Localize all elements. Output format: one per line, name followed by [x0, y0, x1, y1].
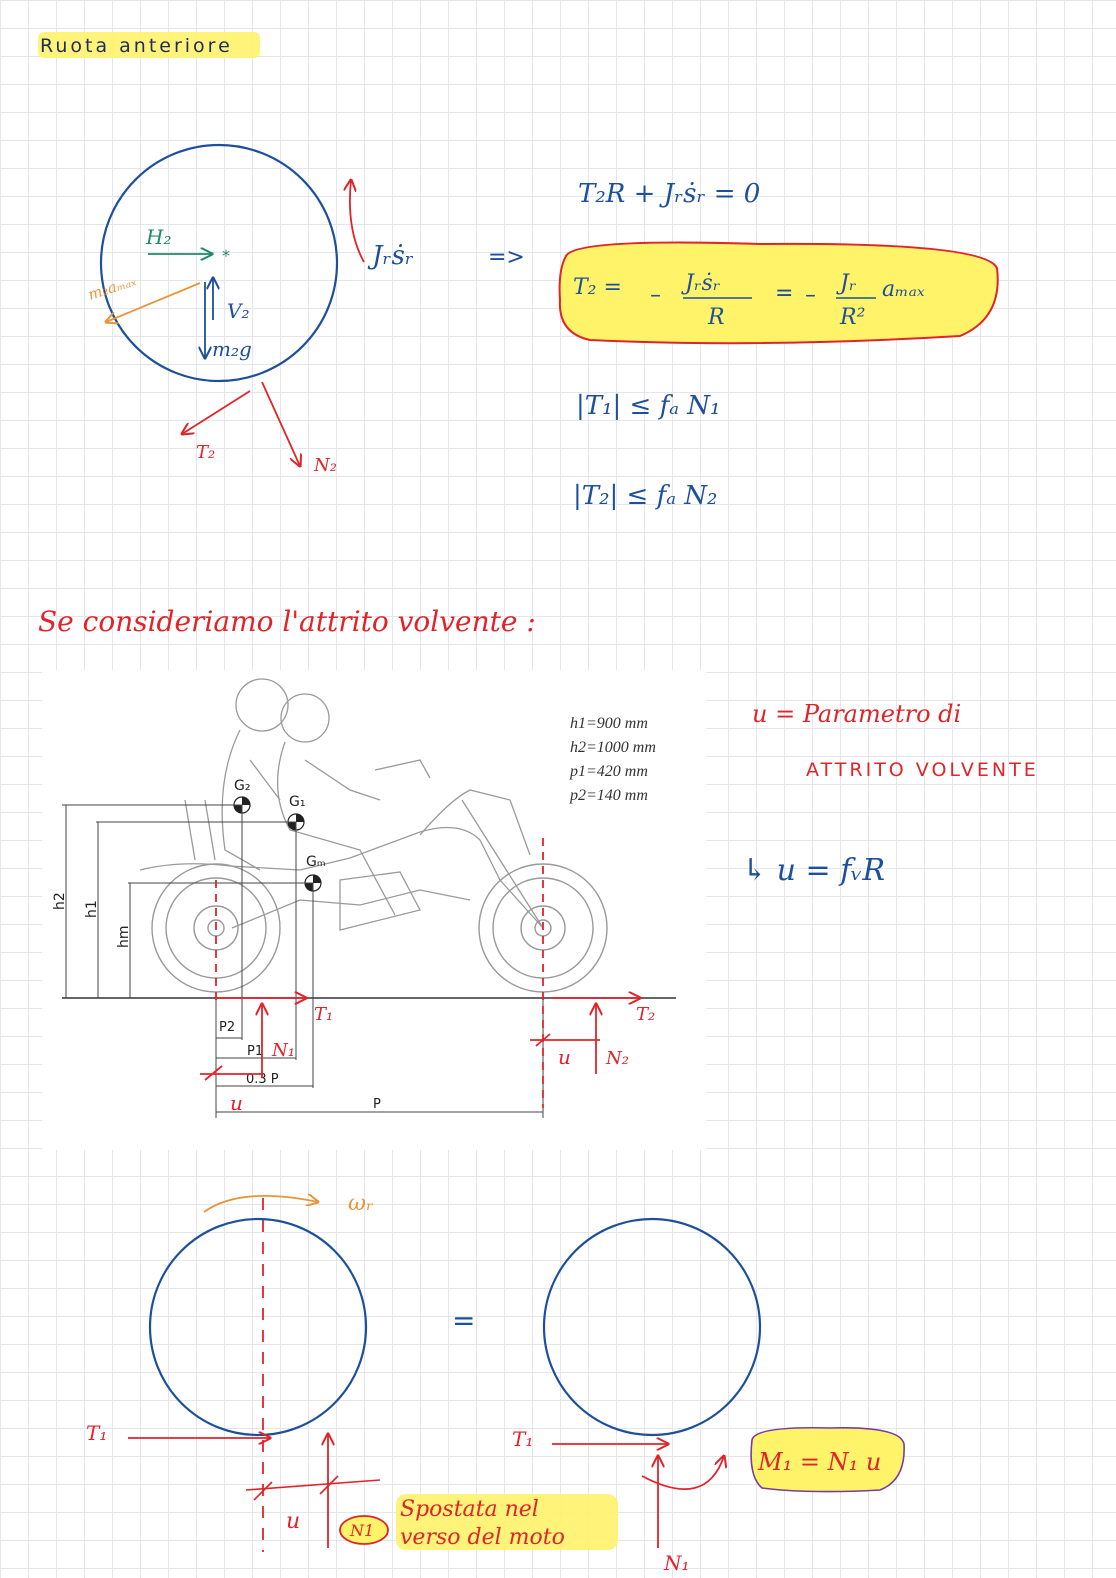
t2-force-label: T₂	[636, 1004, 656, 1025]
n1-badge-label: N1	[350, 1521, 375, 1540]
p1-dim-label: P1	[247, 1044, 264, 1059]
minus-sign-1: –	[650, 283, 661, 308]
parameter-definition: u = Parametro di	[752, 700, 962, 728]
t1-force-label: T₁	[314, 1004, 334, 1025]
t2-arrow	[182, 391, 250, 434]
h2-label: H₂	[146, 225, 172, 249]
p2-dim-label: P2	[219, 1020, 236, 1035]
center-star: *	[222, 246, 230, 265]
u-label: u	[286, 1509, 301, 1534]
omega-label: ωᵣ	[348, 1191, 374, 1216]
hm-dim-label: hm	[116, 925, 132, 948]
right-wheel-circle	[544, 1219, 760, 1435]
torque-arrow	[350, 180, 364, 262]
frac2-numerator: Jᵣ	[840, 271, 857, 296]
moment-equation: M₁ = N₁ u	[758, 1448, 882, 1476]
equivalence-sign: =	[452, 1304, 476, 1337]
omega-arc	[204, 1196, 318, 1212]
param-p1: p1=420 mm	[570, 763, 648, 780]
heading-rolling-friction: Se consideriamo l'attrito volvente :	[38, 605, 536, 638]
gm-label: Gₘ	[306, 854, 326, 870]
g2-label: G₂	[234, 778, 251, 794]
torque-label: Jᵣṡᵣ	[372, 241, 414, 271]
u-relation: ↳ u = fᵥR	[742, 853, 886, 888]
fbd-front-wheel	[86, 145, 525, 476]
shift-note-line1: Spostata nel	[400, 1497, 539, 1522]
inequality-1: |T₁| ≤ fₐ N₁	[576, 391, 721, 421]
v2-label: V₂	[227, 299, 250, 323]
n1-force-label: N₁	[272, 1040, 295, 1061]
param-h2: h2=1000 mm	[570, 739, 656, 756]
u-left-label: u	[230, 1091, 243, 1115]
inequality-2: |T₂| ≤ fₐ N₂	[573, 481, 718, 511]
equation-2-lhs: T₂ =	[573, 275, 622, 300]
t2-label: T₂	[196, 442, 216, 463]
n2-force-label: N₂	[606, 1048, 629, 1069]
frac1-numerator: Jᵣṡᵣ	[685, 271, 721, 296]
left-wheel-circle	[150, 1219, 366, 1435]
frac2-denominator: R²	[840, 305, 866, 330]
minus-sign-2: –	[805, 283, 816, 308]
inertia-label: m₂aₘₐₓ	[85, 271, 139, 304]
rolling-equivalence-diagram	[86, 1191, 904, 1575]
rolling-friction-caps: ATTRITO VOLVENTE	[806, 759, 1039, 781]
h2-dim-label: h2	[52, 892, 68, 910]
implies-arrow: =>	[488, 245, 525, 270]
u-right-label: u	[558, 1045, 571, 1069]
p-dim-label: P	[373, 1097, 381, 1112]
frac1-denominator: R	[708, 305, 725, 330]
equations	[560, 179, 998, 511]
equation-1: T₂R + Jᵣṡᵣ = 0	[578, 179, 761, 209]
shift-note-line2: verso del moto	[400, 1525, 565, 1550]
param-h1: h1=900 mm	[570, 715, 648, 732]
n2-label: N₂	[314, 455, 337, 476]
n2-arrow	[262, 382, 300, 466]
p03-dim-label: 0.3 P	[246, 1072, 279, 1087]
weight-label: m₂g	[212, 337, 252, 361]
param-p2: p2=140 mm	[570, 787, 648, 804]
right-t1-label: T₁	[512, 1427, 534, 1451]
h1-dim-label: h1	[84, 900, 100, 918]
equals-sign: =	[775, 281, 794, 306]
motorcycle-figure	[42, 670, 706, 1150]
moment-arrow	[642, 1456, 724, 1489]
right-n1-label: N₁	[664, 1551, 690, 1575]
left-t1-label: T₁	[86, 1421, 108, 1445]
section-title: Ruota anteriore	[40, 35, 233, 57]
equation-2-tail: aₘₐₓ	[882, 277, 925, 302]
g1-label: G₁	[289, 794, 306, 810]
